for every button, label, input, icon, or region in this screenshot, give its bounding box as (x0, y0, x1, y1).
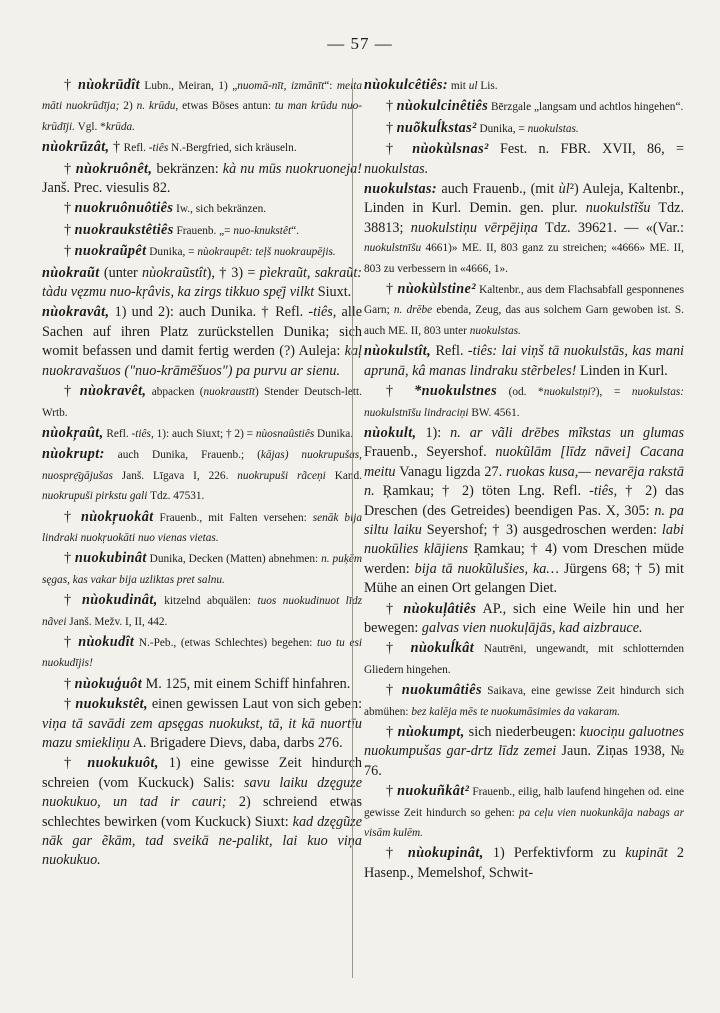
entry-text: tu man krūdu nuo-krūdīji. (42, 100, 363, 133)
entry-text: nùosnaûstiês (255, 427, 315, 440)
entry-text: † (64, 755, 88, 772)
dictionary-entry (42, 445, 362, 506)
entry-headword: nùokuģuôt (74, 675, 143, 692)
entry-text: † (386, 281, 398, 298)
dictionary-entry (364, 681, 684, 722)
entry-text: A. Brigadere Dievs, daba, darbs 276. (129, 735, 343, 751)
entry-text: nuokulstas: nuokulstnīšu lindraciņi (364, 386, 684, 419)
entry-headword: nùokùlstine² (397, 281, 476, 298)
entry-text: bekränzen: (152, 160, 223, 177)
entry-headword: nuõkuĺkstas² (396, 119, 477, 136)
entry-headword: nùokŗaût, (42, 424, 104, 441)
entry-text: nuo-knukstêt (233, 224, 292, 237)
entry-text: † 2) das Dreschen (des Getreides) beendigen Pas. X, 305: (364, 483, 684, 519)
dictionary-entry (42, 695, 362, 753)
dictionary-entry (364, 723, 684, 781)
entry-headword: nùokravêt, (79, 383, 147, 400)
entry-text: Refl. (103, 427, 132, 440)
entry-text: † (386, 141, 413, 158)
entry-text: † (64, 633, 79, 650)
entry-text: 1): auch Siuxt; † 2) = (153, 427, 256, 440)
entry-text: krūda. (105, 120, 136, 133)
entry-text: nuokulstas. (364, 160, 429, 177)
entry-text: † (64, 243, 75, 260)
entry-text: Dunika. (314, 427, 354, 440)
entry-text: ebenda, Zeug, das aus solchem Garn gewoben ist. S. auch ME. II, 803 unter (364, 304, 685, 337)
entry-text: (od. * (497, 386, 544, 399)
entry-text: Dunika, = (146, 246, 198, 259)
entry-text: Lis. (477, 80, 498, 92)
entry-text: etwas Böses antun: (178, 100, 275, 113)
entry-text: † (386, 119, 397, 136)
entry-text: Janš. Mežv. I, II, 442. (66, 615, 168, 628)
entry-text: Jaun. Ziņas 1938, № 76. (364, 743, 684, 779)
entry-text: -tiês: lai viņš tā nuokulstās, kas mani aprunā, kâ manas lindraku stẽrbeles! (364, 343, 684, 379)
entry-text: bez kalēja mēs te nuokumāsimies da vakaram. (411, 705, 621, 718)
entry-text: galvas vien nuokuļājās, kad aizbrauce. (421, 619, 643, 636)
entry-text: † (64, 592, 82, 609)
entry-text: kupināt (625, 845, 668, 862)
entry-text: alle Sachen auf ihren Platz zurückstellen Dunika; sich womit befassen und damit fertig werden (?) Auleja: (42, 304, 362, 360)
entry-text: pìekraũt, sakraũt: tàdu vęzmu nuo-kŗâvis, ka zirgs tikkuo spẹ̄j vilkt (42, 264, 362, 301)
entry-text: nuokulstņi (543, 386, 591, 399)
entry-text: † (386, 682, 402, 699)
entry-headword: nuokuñkât² (397, 783, 470, 800)
dictionary-entry (42, 591, 362, 632)
entry-headword: nuokraũpêt (74, 243, 147, 260)
entry-text: nuokulstnīšu (364, 242, 422, 255)
entry-text: Ŗamkau; † 2) töten Lng. Refl. (374, 483, 590, 500)
entry-text: Janš. Prec. viesulis 82. (42, 180, 171, 197)
entry-text: auch Frauenb., (mit (437, 181, 559, 198)
entry-text: Frauenb., mit Falten versehen: (153, 511, 313, 524)
entry-text: nuomā-nīt, izmānīt (237, 80, 325, 92)
entry-headword: nùokulstît, (364, 343, 432, 360)
entry-text: Janš. Līgava I, 226. (112, 469, 238, 482)
entry-headword: nùokult, (364, 424, 417, 441)
dictionary-entry (42, 633, 362, 674)
left-column (42, 76, 362, 872)
dictionary-entry (42, 138, 362, 158)
entry-text: Kand. (325, 469, 362, 482)
entry-text: Tdz. 38813; (364, 200, 684, 236)
dictionary-entry (364, 844, 684, 883)
entry-text: † (386, 98, 397, 115)
entry-text: 2) (119, 100, 137, 113)
entry-text: † (386, 845, 408, 862)
entry-text: 2 Hasenp., Memelshof, Schwit- (364, 845, 685, 881)
entry-text: nùokraupêt: teļš nuokraupējis. (197, 246, 336, 259)
entry-text: kitzelnd abquälen: (157, 595, 258, 608)
dictionary-entry (364, 119, 684, 139)
entry-text: auch Dunika, Frauenb.; ( (104, 449, 261, 462)
entry-text: N.-Peb., (etwas Schlechtes) begehen: (134, 636, 317, 649)
dictionary-entry (364, 180, 684, 279)
dictionary-entry (364, 76, 684, 96)
entry-text: nuokrupuši pirkstu gali (42, 490, 148, 503)
entry-text: † (64, 675, 75, 692)
entry-text: Refl. (431, 343, 468, 360)
entry-text: Siuxt. (314, 284, 352, 301)
entry-text: kaļ nuokravašuos ("nuo-krāmēšuos") pa purvu ar sienu. (42, 343, 362, 379)
entry-text: pa ceļu vien nuokunkāja nabags ar visām kulēm. (364, 806, 684, 840)
entry-text: nuokrupuši rãceņi (237, 469, 326, 482)
entry-text: 1) Perfektivform zu (483, 845, 626, 862)
entry-text: bija tā nuokũlušies, ka… (414, 560, 559, 577)
entry-text: n. drēbe (393, 304, 433, 317)
entry-text: n. krūdu, (136, 100, 179, 113)
entry-text: Dunika, = (476, 122, 528, 135)
entry-text: 1) und 2): auch Dunika. † Refl. (109, 304, 309, 321)
entry-text: Iw., sich bekränzen. (173, 203, 267, 216)
entry-text: M. 125, mit einem Schiff hinfahren. (142, 675, 351, 692)
entry-text: Jürgens 68; † 5) mit Mühe an einen Ort gelangen Diet. (364, 560, 684, 597)
entry-text: AP., sich eine Weile hin und her bewegen: (364, 600, 685, 636)
entry-text: † (109, 139, 124, 156)
dictionary-entry (42, 76, 362, 137)
entry-text: n. ar vãli drēbes mĩkstas un glumas (450, 424, 684, 441)
entry-text: tuos nuokudinuot līdz nãvei (42, 595, 363, 628)
dictionary-entry (364, 424, 684, 599)
entry-text: nuokulstas. (527, 122, 579, 135)
entry-text: 4661)» ME. II, 803 ganz zu streichen; «4666» ME. II, 803 zu verbessern in «4666, 1». (364, 242, 684, 275)
entry-text: † (64, 221, 75, 238)
page-number: — 57 — (327, 34, 393, 53)
entry-headword: nùokrupt: (42, 446, 105, 463)
entry-text: ) Stender Deutsch-lett. Wrtb. (42, 386, 362, 419)
dictionary-entry (42, 160, 362, 199)
entry-text: N.-Bergfried, sich kräuseln. (168, 142, 297, 155)
entry-headword: nùokrūdît (77, 77, 140, 93)
entry-text: † (64, 160, 76, 177)
entry-text: † (386, 383, 415, 400)
dictionary-entry (42, 264, 362, 303)
entry-text: Lubn., Meiran, 1) „ (139, 80, 238, 92)
entry-text: † (64, 77, 78, 93)
dictionary-entry (42, 675, 362, 694)
entry-text: Tdz. 39621. — «(Var.: (537, 219, 684, 236)
entry-text: † (64, 550, 75, 567)
entry-text: -tiês, (131, 427, 154, 440)
entry-text: Fest. n. FBR. XVII, 86, = (488, 141, 684, 158)
entry-text: Tdz. 47531. (147, 490, 205, 503)
entry-text: abpacken ( (146, 386, 204, 399)
entry-text: † (386, 640, 411, 657)
dictionary-entry (364, 97, 684, 117)
entry-text: ?), = (590, 386, 632, 399)
entry-text: kad dzęgũze nāk gar ẽkām, tad sveikā ne-palikt, lai kuo viņa nuokukuo. (42, 813, 362, 869)
dictionary-entry (42, 549, 362, 590)
dictionary-entry (364, 782, 684, 843)
entry-text: Dunika, Decken (Matten) abnehmen: (146, 553, 322, 566)
entry-text: kājas) nuokrupušas, nuosprẹ̄gājušas (42, 449, 363, 482)
dictionary-entry (42, 754, 362, 870)
entry-headword: nuokumâtiês (401, 682, 482, 699)
entry-headword: nùokulcêtiês: (364, 77, 449, 93)
entry-text: kà nu mūs nuokruoneja! (222, 160, 362, 177)
entry-text: einen gewissen Laut von sich geben: (147, 696, 363, 713)
entry-headword: nuokulstas: (364, 181, 438, 198)
entry-text: Saikava, eine gewisse Zeit hindurch sich abmühen: (364, 685, 684, 718)
dictionary-entry (42, 424, 362, 444)
entry-headword: *nuokulstnes (414, 383, 498, 400)
entry-headword: nùokulcinêtiês (396, 98, 489, 115)
entry-text: savu laiku dzęguze nuokukuo, un tad ir cauri; (42, 774, 362, 811)
entry-headword: nuokraukstêtiês (74, 221, 174, 238)
entry-text: Refl. (123, 142, 149, 155)
entry-headword: nùokùlsnas² (412, 141, 489, 158)
entry-text: Vgl. * (74, 120, 106, 133)
entry-text: nuokulstiņu vērpējiņa (410, 219, 538, 236)
entry-text: senāk bija lindraki nuokŗuokāti nuo vienas vietas. (42, 511, 362, 544)
entry-text: 1): (416, 424, 451, 441)
entry-headword: nùokuļâtiês (403, 600, 477, 617)
entry-text: † (386, 600, 404, 617)
dictionary-entry (364, 600, 684, 639)
entry-text: “. (291, 224, 299, 237)
entry-text: 2) schreiend etwas schlechtes bewirken (vom Kuckuck) Siuxt: (42, 794, 363, 830)
dictionary-entry (364, 280, 684, 341)
entry-text: Nautrēni, ungewandt, mit schlotternden Gliedern hingehen. (364, 643, 684, 676)
entry-text: nuokũlām [līdz nāvei] Cacana meitu (364, 444, 684, 480)
entry-text: nuokraustīt (203, 386, 255, 399)
entry-headword: nuokubinât (74, 550, 147, 567)
entry-text: tuo tu esi nuokudījis! (42, 636, 362, 670)
entry-text: nuokulstĩšu (585, 200, 651, 217)
entry-text: nuokulstas. (469, 324, 521, 337)
entry-text: n. pa siltu laiku (364, 502, 684, 538)
dictionary-entry (42, 242, 362, 262)
dictionary-entry (364, 382, 684, 423)
entry-text: ùl (558, 181, 570, 198)
entry-text: nùokraũstît (142, 264, 207, 281)
entry-text: ), † 3) = (206, 264, 260, 281)
entry-text: † (64, 696, 76, 713)
entry-text: -tiês, (308, 304, 337, 321)
right-column (364, 76, 684, 884)
entry-text: labi nuokūlies klājiens (364, 521, 684, 558)
entry-text: kuociņu galuotnes nuokumpušas gar-drtz līdz zemei (364, 724, 684, 760)
column-divider (352, 78, 353, 978)
dictionary-entry (364, 639, 684, 680)
entry-headword: nùokupinât, (407, 845, 484, 862)
entry-text: n. puķēm sęgas, kas vakar bija uzliktas pret salnu. (42, 553, 363, 586)
entry-text: “: (324, 80, 337, 92)
entry-text: ruokas kusa,— nevarēja rakstā n. (364, 463, 684, 500)
dictionary-entry (42, 221, 362, 241)
entry-headword: nùokŗuokât (80, 508, 154, 525)
dictionary-entry (42, 303, 362, 381)
entry-text: ul (468, 80, 478, 92)
entry-text: 1) eine gewisse Zeit hindurch schreien (vom Kuckuck) Salis: (42, 755, 362, 791)
entry-text: ²) Auleja, Kaltenbr., Linden in Kurl. Demin. gen. plur. (364, 181, 684, 217)
entry-text: Ŗamkau; † 4) vom Dreschen müde werden: (364, 541, 684, 577)
entry-text: Kaltenbr., aus dem Flachsabfall gesponnenes Garn; (364, 284, 684, 317)
entry-headword: nuokruônuôtiês (74, 200, 174, 217)
entry-text: meita māti nuokrūdīja; (42, 80, 362, 113)
entry-text: (unter (99, 264, 143, 281)
entry-headword: nuokukstêt, (75, 696, 148, 713)
dictionary-entry (42, 199, 362, 219)
entry-headword: nùokumpt, (397, 724, 465, 740)
entry-text: sich niederbeugen: (464, 724, 580, 740)
entry-text: BW. 4561. (468, 406, 520, 419)
dictionary-entry (364, 140, 684, 179)
entry-headword: nùokravât, (42, 304, 110, 321)
entry-text: † (64, 508, 81, 525)
entry-headword: nùokudît (78, 633, 135, 650)
entry-text: † (386, 783, 398, 800)
dictionary-entry (42, 382, 362, 423)
entry-headword: nùokuĺkât (410, 640, 475, 657)
dictionary-entry (364, 342, 684, 381)
entry-text: Frauenb., Seyershof. (364, 444, 496, 461)
entry-text: Frauenb. „= (173, 224, 234, 237)
entry-text: † (386, 724, 398, 740)
entry-text: viņa tā savādi zem apsęgas nuokukst, tā, it kā nuortīu mazu smiekliņu (42, 715, 362, 751)
entry-text: -tiês (148, 142, 169, 155)
entry-headword: nùokrūzât, (42, 139, 110, 156)
entry-headword: nùokraũt (42, 264, 100, 281)
entry-headword: nùokruônêt, (75, 160, 153, 177)
entry-headword: nùokudinât, (81, 592, 158, 609)
entry-text: † (64, 200, 75, 217)
entry-text: Bērzgale „langsam und achtlos hingehen“. (488, 101, 684, 114)
entry-text: Seyershof; † 3) ausgedroschen werden: (421, 521, 662, 538)
entry-text: Linden in Kurl. (576, 362, 668, 379)
entry-headword: nuokukuôt, (87, 755, 159, 772)
entry-text: -tiês, (589, 483, 618, 500)
entry-text: Vanagu ligzda 27. (395, 463, 507, 480)
entry-text: mit (448, 80, 469, 92)
dictionary-entry (42, 508, 362, 549)
entry-text: † (64, 383, 80, 400)
entry-text: Frauenb., eilig, halb laufend hingehen od. eine gewisse Zeit hindurch so gehen: (364, 786, 685, 819)
